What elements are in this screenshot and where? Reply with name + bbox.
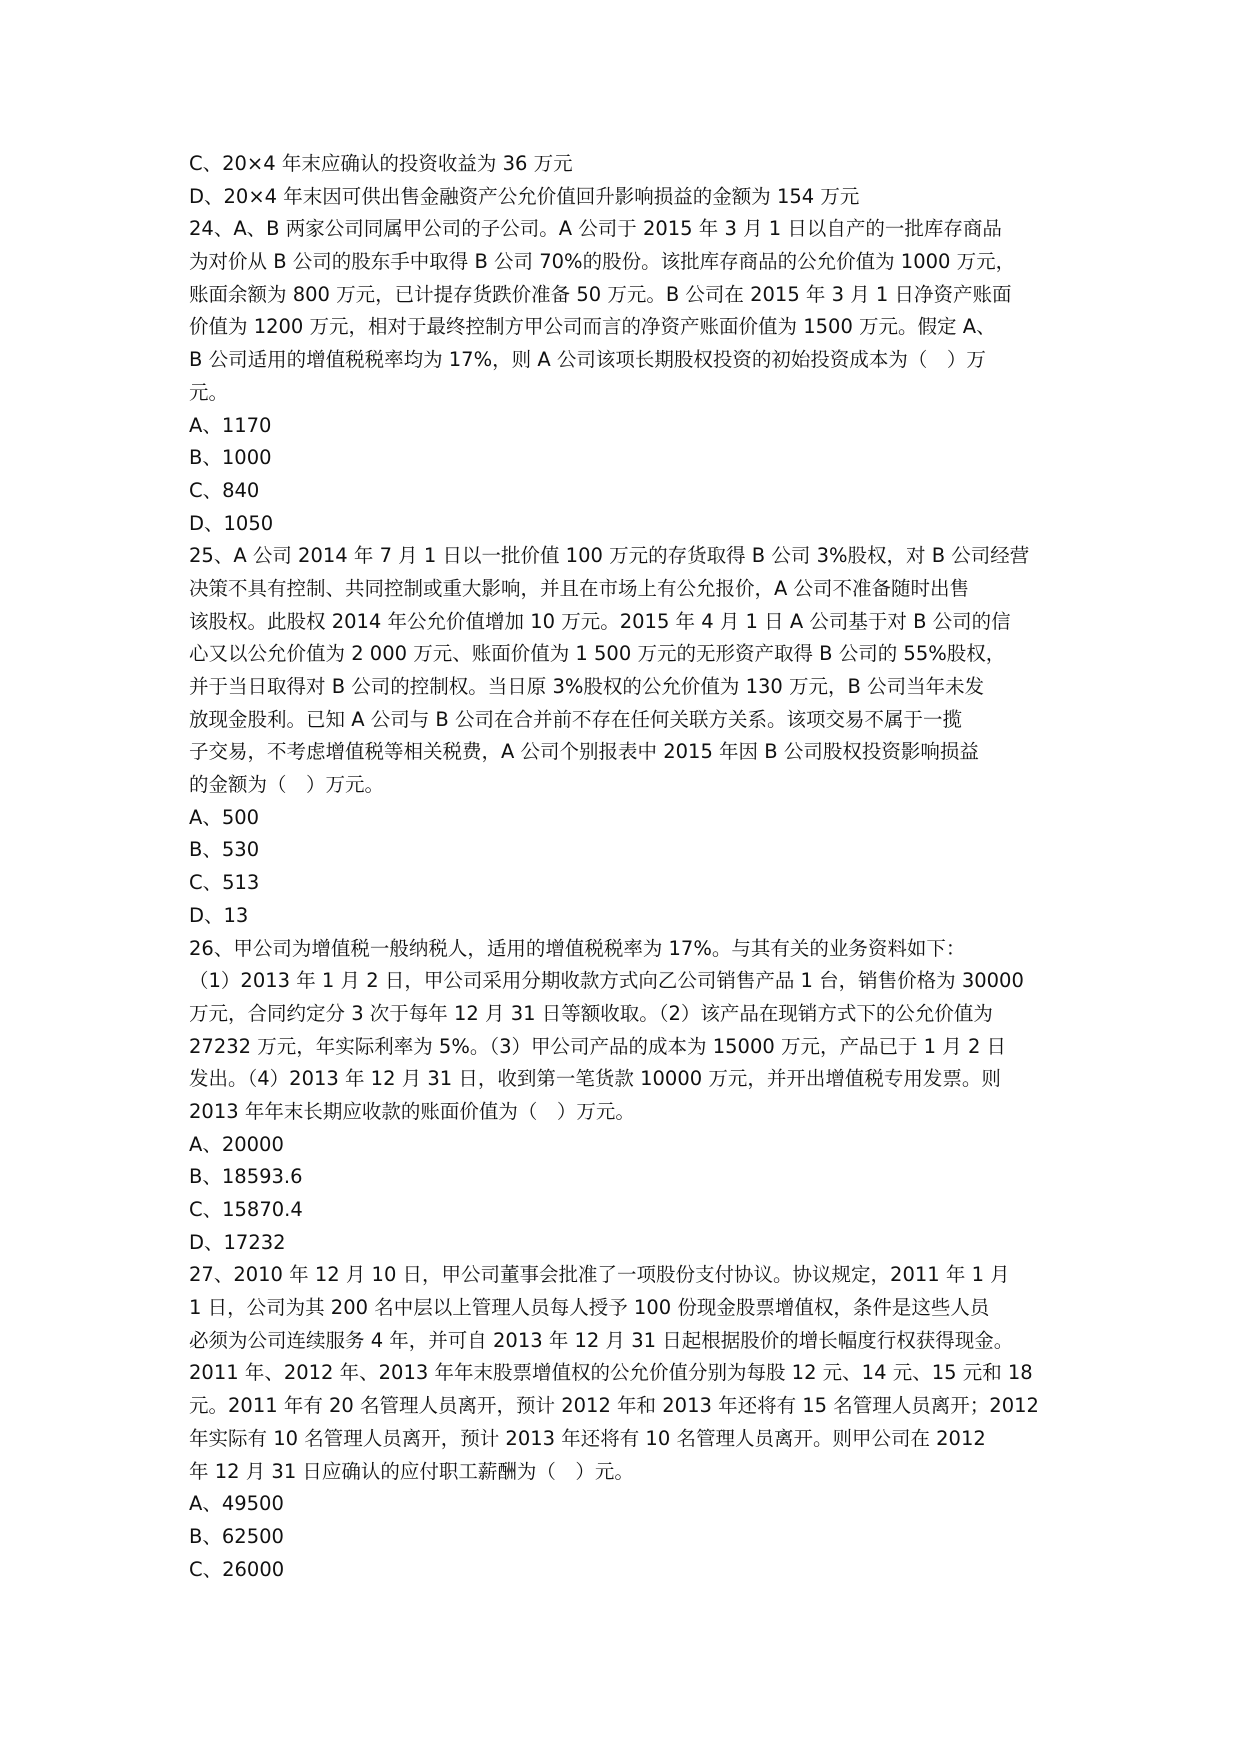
question-text-line: 25、A 公司 2014 年 7 月 1 日以一批价值 100 万元的存货取得 B 公司 3%股权，对 B 公司经营 bbox=[189, 544, 1030, 568]
question-25 bbox=[189, 540, 1057, 932]
option-c: C、840 bbox=[189, 478, 260, 502]
question-text-line: 万元，合同约定分 3 次于每年 12 月 31 日等额收取。（2）该产品在现销方式下的公允价值为 bbox=[189, 1001, 993, 1025]
option-d: D、13 bbox=[189, 903, 249, 927]
option-c: C、15870.4 bbox=[189, 1198, 303, 1221]
question-text-line: 1 日，公司为其 200 名中层以上管理人员每人授予 100 份现金股票增值权，条件是这些人员 bbox=[189, 1296, 990, 1320]
option-d: D、17232 bbox=[189, 1230, 286, 1254]
question-24 bbox=[189, 213, 1057, 540]
option-b: B、530 bbox=[189, 838, 260, 862]
option-c: C、513 bbox=[189, 871, 260, 895]
question-text-line: 年 12 月 31 日应确认的应付职工薪酬为（ ）元。 bbox=[189, 1459, 634, 1483]
question-text-line: B 公司适用的增值税税率均为 17%，则 A 公司该项长期股权投资的初始投资成本为（ ）万 bbox=[189, 348, 986, 372]
question-text-line: 该股权。此股权 2014 年公允价值增加 10 万元。2015 年 4 月 1 日 A 公司基于对 B 公司的信 bbox=[189, 609, 1011, 633]
question-text-line: 放现金股利。已知 A 公司与 B 公司在合并前不存在任何关联方关系。该项交易不属于一揽 bbox=[189, 707, 963, 731]
option-a: A、49500 bbox=[189, 1492, 284, 1516]
question-text-line: 元。2011 年有 20 名管理人员离开，预计 2012 年和 2013 年还将有 15 名管理人员离开；2012 bbox=[189, 1394, 1039, 1418]
question-text-line: 决策不具有控制、共同控制或重大影响，并且在市场上有公允报价，A 公司不准备随时出售 bbox=[189, 576, 970, 600]
option-a: A、1170 bbox=[189, 413, 272, 437]
question-text-line: 的金额为（ ）万元。 bbox=[189, 773, 385, 797]
option-d: D、1050 bbox=[189, 511, 274, 535]
question-text-line: 元。 bbox=[189, 380, 229, 404]
question-previous-options bbox=[189, 148, 1057, 213]
question-text-line: 心又以公允价值为 2 000 万元、账面价值为 1 500 万元的无形资产取得 B 公司的 55%股权， bbox=[189, 642, 1006, 666]
question-27 bbox=[189, 1259, 1057, 1586]
question-text-line: 2011 年、2012 年、2013 年年末股票增值权的公允价值分别为每股 12 元、14 元、15 元和 18 bbox=[189, 1361, 1033, 1385]
question-text-line: 并于当日取得对 B 公司的控制权。当日原 3%股权的公允价值为 130 万元，B 公司当年未发 bbox=[189, 675, 985, 698]
document-page bbox=[189, 148, 1057, 1586]
question-text-line: 27232 万元，年实际利率为 5%。（3）甲公司产品的成本为 15000 万元，产品已于 1 月 2 日 bbox=[189, 1034, 1007, 1058]
question-text-line: 年实际有 10 名管理人员离开，预计 2013 年还将有 10 名管理人员离开。则甲公司在 2012 bbox=[189, 1426, 986, 1450]
option-b: B、1000 bbox=[189, 446, 272, 470]
option-c: C、20×4 年末应确认的投资收益为 36 万元 bbox=[189, 152, 573, 175]
option-b: B、62500 bbox=[189, 1524, 284, 1548]
question-text-line: 27、2010 年 12 月 10 日，甲公司董事会批准了一项股份支付协议。协议规定，2011 年 1 月 bbox=[189, 1263, 1010, 1287]
question-text-line: 账面余额为 800 万元，已计提存货跌价准备 50 万元。B 公司在 2015 年 3 月 1 日净资产账面 bbox=[189, 282, 1012, 306]
question-text-line: 子交易，不考虑增值税等相关税费，A 公司个别报表中 2015 年因 B 公司股权投资影响损益 bbox=[189, 740, 979, 764]
question-text-line: 发出。（4）2013 年 12 月 31 日，收到第一笔货款 10000 万元，并开出增值税专用发票。则 bbox=[189, 1067, 1001, 1091]
question-text-line: 2013 年年末长期应收款的账面价值为（ ）万元。 bbox=[189, 1099, 635, 1123]
question-26 bbox=[189, 933, 1057, 1260]
question-text-line: 为对价从 B 公司的股东手中取得 B 公司 70%的股份。该批库存商品的公允价值为 1000 万元， bbox=[189, 250, 1016, 274]
question-text-line: （1）2013 年 1 月 2 日，甲公司采用分期收款方式向乙公司销售产品 1 台，销售价格为 30000 bbox=[189, 969, 1024, 993]
question-text-line: 26、甲公司为增值税一般纳税人，适用的增值税税率为 17%。与其有关的业务资料如下： bbox=[189, 936, 966, 960]
option-b: B、18593.6 bbox=[189, 1165, 303, 1189]
question-text-line: 必须为公司连续服务 4 年，并可自 2013 年 12 月 31 日起根据股价的增长幅度行权获得现金。 bbox=[189, 1328, 1014, 1352]
option-a: A、20000 bbox=[189, 1132, 284, 1156]
option-a: A、500 bbox=[189, 805, 260, 829]
option-d: D、20×4 年末因可供出售金融资产公允价值回升影响损益的金额为 154 万元 bbox=[189, 184, 860, 208]
option-c: C、26000 bbox=[189, 1557, 285, 1581]
question-text-line: 24、A、B 两家公司同属甲公司的子公司。A 公司于 2015 年 3 月 1 日以自产的一批库存商品 bbox=[189, 217, 1002, 241]
question-text-line: 价值为 1200 万元，相对于最终控制方甲公司而言的净资产账面价值为 1500 万元。假定 A、 bbox=[189, 315, 996, 339]
